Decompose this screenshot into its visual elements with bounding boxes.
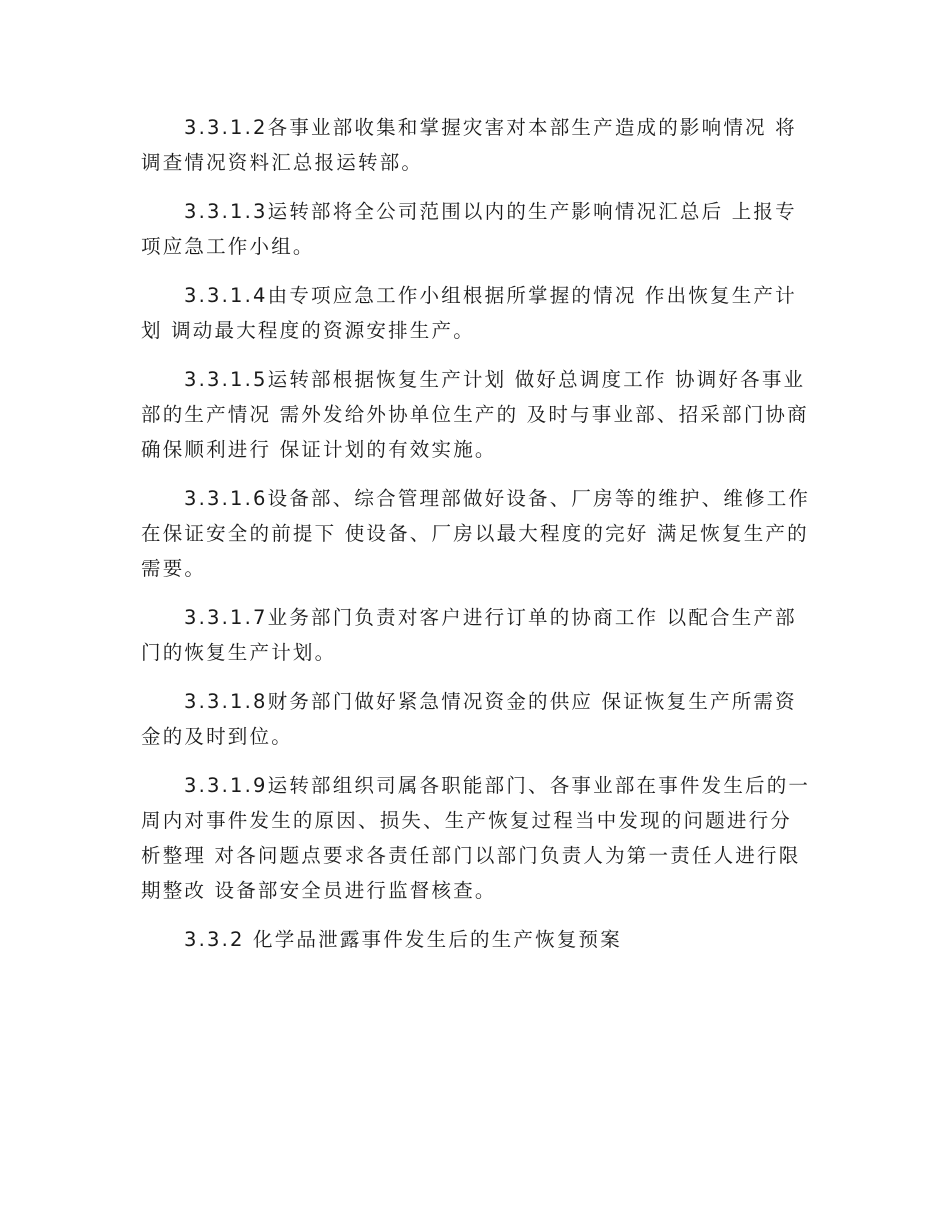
section-heading-3-3-2: 3.3.2 化学品泄露事件发生后的生产恢复预案 [184, 928, 622, 951]
document-body [141, 110, 813, 971]
paragraph-3-3-1-8: 3.3.1.8财务部门做好紧急情况资金的供应 保证恢复生产所需资金的及时到位。 [141, 690, 797, 748]
paragraph-3-3-1-4: 3.3.1.4由专项应急工作小组根据所掌握的情况 作出恢复生产计划 调动最大程度的资源安排生产。 [141, 284, 797, 342]
paragraph-3-3-1-6: 3.3.1.6设备部、综合管理部做好设备、厂房等的维护、维修工作在保证安全的前提下 使设备、厂房以最大程度的完好 满足恢复生产的需要。 [141, 487, 811, 580]
paragraph-3-3-1-5: 3.3.1.5运转部根据恢复生产计划 做好总调度工作 协调好各事业部的生产情况 需外发给外协单位生产的 及时与事业部、招采部门协商 确保顺利进行 保证计划的有效实施。 [141, 368, 809, 461]
paragraph-3-3-1-2: 3.3.1.2各事业部收集和掌握灾害对本部生产造成的影响情况 将调查情况资料汇总报运转部。 [141, 116, 797, 174]
paragraph-3-3-1-3: 3.3.1.3运转部将全公司范围以内的生产影响情况汇总后 上报专项应急工作小组。 [141, 200, 797, 258]
paragraph-3-3-1-9: 3.3.1.9运转部组织司属各职能部门、各事业部在事件发生后的一周内对事件发生的原因、损失、生产恢复过程当中发现的问题进行分析整理 对各问题点要求各责任部门以部门负责人为第一责任人进行限期整改 设备部安全员进行监督核查。 [141, 774, 811, 902]
paragraph-3-3-1-7: 3.3.1.7业务部门负责对客户进行订单的协商工作 以配合生产部门的恢复生产计划。 [141, 606, 797, 664]
